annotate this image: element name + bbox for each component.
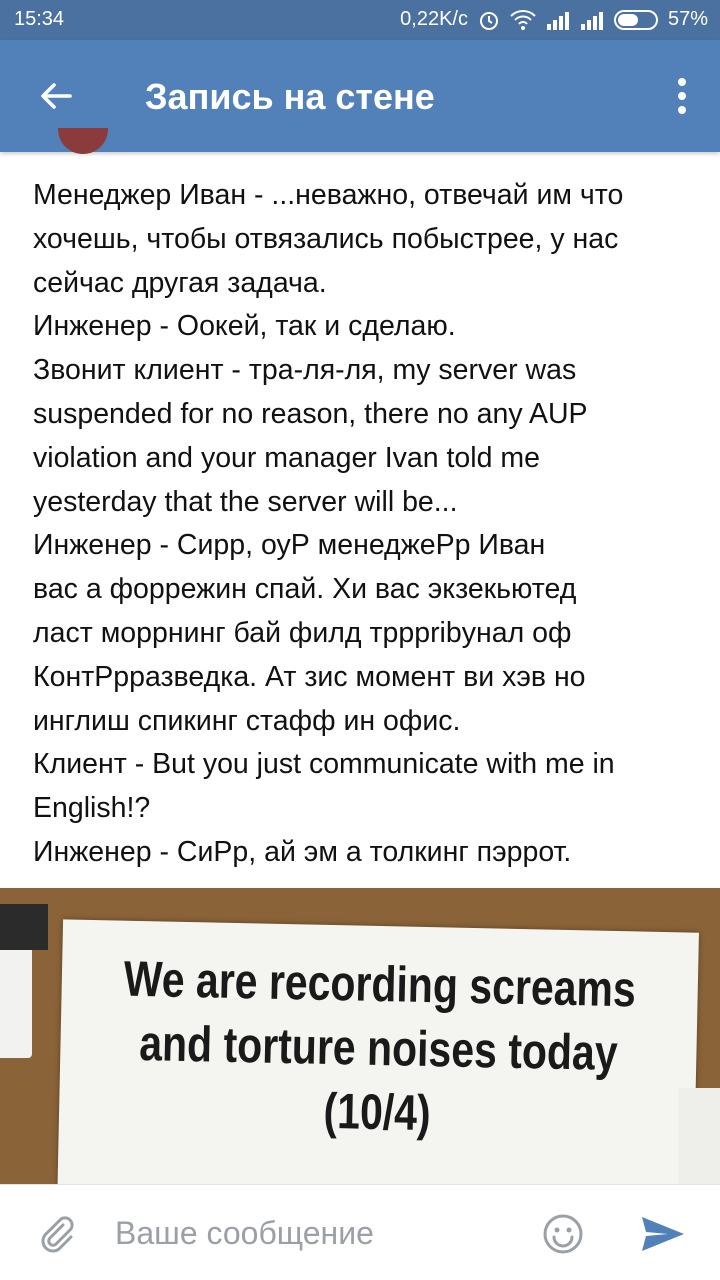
post-line: хочешь, чтобы отвязались побыстрее, у нас — [33, 222, 619, 255]
app-bar — [0, 40, 720, 152]
post-photo[interactable] — [0, 888, 720, 1184]
status-time: 15:34 — [14, 8, 65, 30]
post-line: Инженер - СиРр, ай эм а толкинг пэррот. — [33, 835, 572, 868]
page-title: Запись на стене — [145, 76, 435, 117]
message-composer — [0, 1184, 720, 1280]
post-line: ласт моррнинг бай филд трррribунал оф — [33, 616, 572, 649]
post-line: сейчас другая задача. — [33, 266, 327, 299]
post-line: вас а форрежин спай. Хи вас экзекьютед — [33, 573, 577, 606]
photo-paper-scrap — [678, 1088, 720, 1184]
signal-icon — [546, 10, 570, 30]
smiley-icon[interactable] — [542, 1213, 584, 1255]
post-line: Инженер - Сирр, оуР менеджеРр Иван — [33, 529, 546, 562]
more-vertical-icon[interactable] — [674, 76, 690, 116]
photo-sign — [57, 919, 699, 1184]
status-indicators — [400, 8, 708, 31]
send-icon[interactable] — [640, 1215, 686, 1253]
sign-text — [116, 947, 641, 1150]
battery-fill — [618, 14, 639, 26]
post-text — [33, 174, 683, 875]
message-input[interactable] — [115, 1207, 515, 1259]
post-line: English!? — [33, 792, 151, 825]
signal-icon — [580, 10, 604, 30]
paperclip-icon[interactable] — [36, 1213, 76, 1253]
arrow-left-icon[interactable] — [36, 76, 76, 116]
sign-line: We are recording screams — [123, 950, 637, 1018]
post-line: Клиент - But you just communicate with me in — [33, 748, 615, 781]
post-line: Инженер - Оокей, так и сделаю. — [33, 310, 456, 343]
post-line: инглиш спикинг стафф ин офис. — [33, 704, 461, 737]
battery-percent: 57% — [667, 8, 708, 30]
status-bar — [0, 0, 720, 40]
post-line: Звонит клиент - тра-ля-ля, my server was — [33, 354, 577, 387]
photo-tape — [0, 904, 48, 950]
sign-line: (10/4) — [323, 1082, 432, 1142]
post-line: КонтРрразведка. Ат зис момент ви хэв но — [33, 660, 586, 693]
battery-icon — [614, 10, 658, 30]
alarm-icon — [478, 9, 500, 31]
post-line: Менеджер Иван - ...неважно, отвечай им что — [33, 179, 624, 211]
network-speed: 0,22K/c — [400, 8, 468, 30]
sign-line: and torture noises today — [138, 1015, 619, 1082]
post-line: violation and your manager Ivan told me — [33, 441, 540, 474]
wifi-icon — [510, 10, 536, 30]
post-line: suspended for no reason, there no any AUP — [33, 397, 588, 430]
post-line: yesterday that the server will be... — [33, 485, 458, 518]
